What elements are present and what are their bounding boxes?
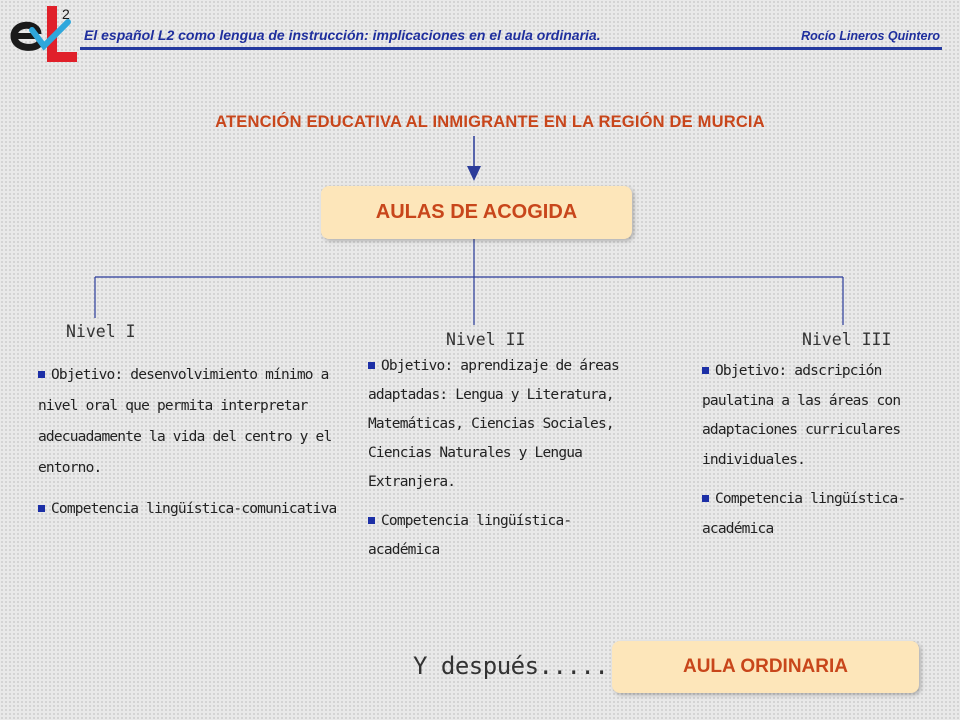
nivel-1-competence: Competencia lingüística-comunicativa [38,494,338,525]
bullet-icon [38,371,45,378]
header-title: El español L2 como lengua de instrucción: implicaciones en el aula ordinaria. [84,27,601,43]
nivel-2-column [368,352,638,575]
header-author: Rocío Lineros Quintero [801,29,940,43]
bullet-icon [38,505,45,512]
nivel-3-label: Nivel III [802,330,892,349]
nivel-2-objective: Objetivo: aprendizaje de áreas adaptadas: Lengua y Literatura, Matemáticas, Ciencias Sociales, Ciencias Naturales y Lengua Extranjera. [368,358,619,490]
nivel-1-column [38,360,338,535]
aulas-de-acogida-box: AULAS DE ACOGIDA [321,186,632,239]
nivel-3-objective: Objetivo: adscripción paulatina a las áreas con adaptaciones curriculares individuales. [702,363,901,468]
main-title: ATENCIÓN EDUCATIVA AL INMIGRANTE EN LA REGIÓN DE MURCIA [215,113,765,131]
bullet-icon [368,517,375,524]
down-arrow-icon [467,166,481,181]
aula-ordinaria-box: AULA ORDINARIA [612,641,919,693]
el2-logo [8,4,78,68]
nivel-2-label: Nivel II [446,330,526,349]
bullet-icon [702,495,709,502]
header-divider [80,47,942,50]
bullet-icon [702,367,709,374]
nivel-2-competence: Competencia lingüística-académica [368,513,572,558]
nivel-1-objective: Objetivo: desenvolvimiento mínimo a nivel oral que permita interpretar adecuadamente la vida del centro y el entorno. [38,367,332,476]
bullet-icon [368,362,375,369]
nivel-3-column [702,357,960,554]
y-despues-text: Y después..... [413,652,609,680]
nivel-1-label: Nivel I [66,322,136,341]
nivel-3-competence: Competencia lingüística-académica [702,491,906,537]
logo-superscript: 2 [62,6,70,22]
